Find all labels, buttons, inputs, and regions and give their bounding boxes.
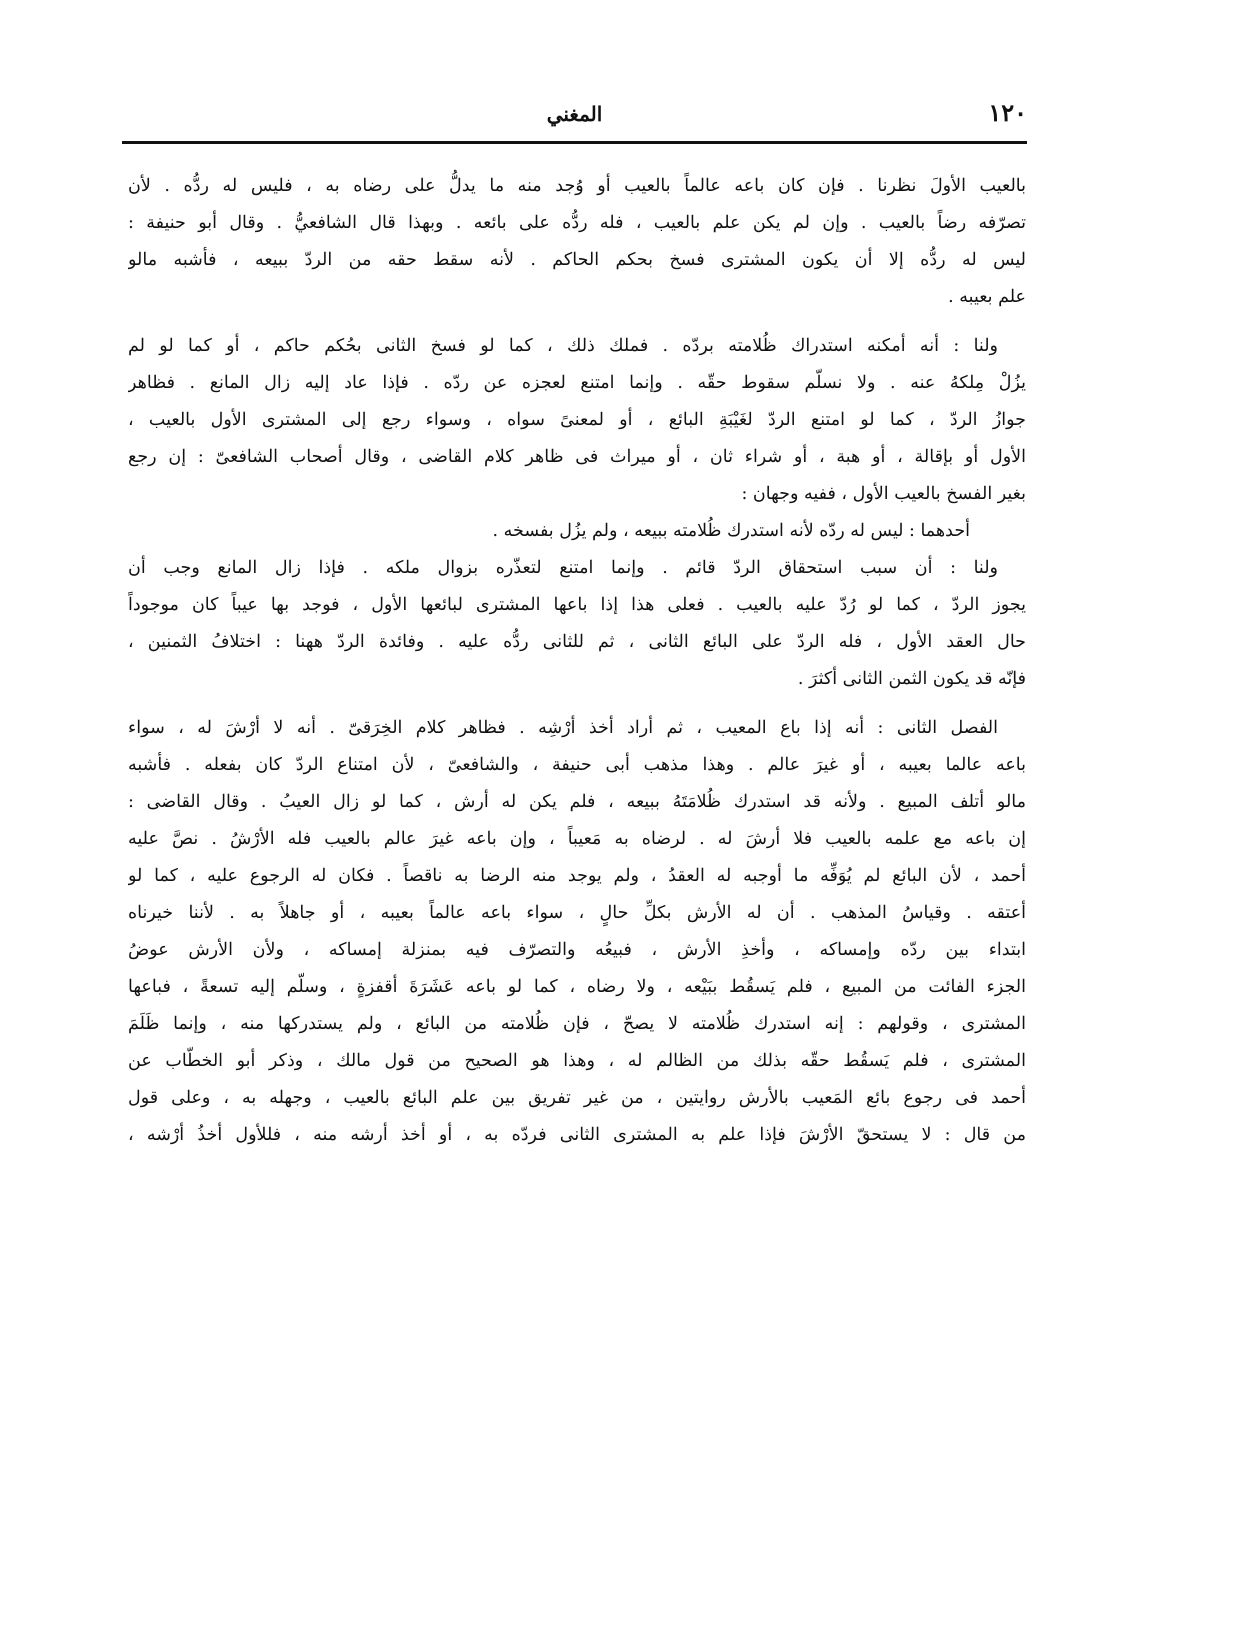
text-line: بغير الفسخ بالعيب الأول ، ففيه وجهان : <box>741 484 1026 504</box>
text-line: فإنّه قد يكون الثمن الثانى أكثرَ . <box>797 669 1026 689</box>
page-header <box>122 98 1027 142</box>
paragraph-gap <box>128 698 1026 710</box>
paragraph-2 <box>128 328 1026 513</box>
text-line: باعه عالما بعيبه ، أو غيرَ عالم . وهذا مذهب أبى حنيفة ، والشافعىّ ، لأن امتناع الردّ كان بفعله . فأشبه <box>128 755 1026 775</box>
paragraph-5 <box>128 710 1026 1154</box>
text-line: أحمد فى رجوع بائع المَعيب بالأرش روايتين ، من غير تفريق بين علم البائع بالعيب ، وجهله به ، وعلى قول <box>128 1088 1026 1108</box>
text-line: الفصل الثانى : أنه إذا باع المعيب ، ثم أراد أخذ أرْشِه . فظاهر كلام الخِرَقىّ . أنه لا أرْشَ له ، سواء <box>128 718 998 738</box>
text-line: المشترى ، فلم يَسقُط حقّه بذلك من الظالم له ، وهذا هو الصحيح من قول مالك ، وذكر أبو الخطّاب عن <box>128 1051 1026 1071</box>
text-line: يزُلْ مِلكهُ عنه . ولا نسلّم سقوط حقّه . وإنما امتنع لعجزه عن ردّه . فإذا عاد إليه زال المانع . فظاهر <box>128 373 1026 393</box>
text-line: جوازُ الردّ ، كما لو امتنع الردّ لغَيْبَةِ البائع ، أو لمعنىً سواه ، وسواء رجع إلى المشترى الأول بالعيب ، <box>128 410 1026 430</box>
text-line: أحمد ، لأن البائع لم يُوَفِّه ما أوجبه له العقدُ ، ولم يوجد منه الرضا به ناقصاً . فكان له الرجوع عليه ، كما لو <box>128 866 1026 886</box>
text-line: حال العقد الأول ، فله الردّ على البائع الثانى ، ثم للثانى ردُّه عليه . وفائدة الردّ ههنا : اختلافُ الثمنين ، <box>128 632 1026 652</box>
text-line: أعتقه . وقياسُ المذهب . أن له الأرش بكلِّ حالٍ ، سواء باعه عالماً بعيبه ، أو جاهلاً به . لأننا خيرناه <box>128 903 1026 923</box>
text-line: يجوز الردّ ، كما لو رُدّ عليه بالعيب . فعلى هذا إذا باعها المشترى لبائعها الأول ، فوجد بها عيباً كان موجوداً <box>128 595 1026 615</box>
header-rule <box>122 141 1027 144</box>
text-line: ولنا : أن سبب استحقاق الردّ قائم . وإنما امتنع لتعذّره بزوال ملكه . فإذا زال المانع وجب أن <box>128 558 998 578</box>
page-number: ١٢٠ <box>988 98 1027 127</box>
text-line: بالعيب الأولَ نظرنا . فإن كان باعه عالماً بالعيب أو وُجد منه ما يدلُّ على رضاه به ، فليس له ردُّه . لأن <box>128 176 1026 196</box>
running-title: المغني <box>546 102 603 126</box>
text-line: ليس له ردُّه إلا أن يكون المشترى فسخ بحكم الحاكم . لأنه سقط حقه من الردّ ببيعه ، فأشبه مالو <box>128 250 1026 270</box>
text-line: مالو أتلف المبيع . ولأنه قد استدرك ظُلامَتَهُ ببيعه ، فلم يكن له أرش ، كما لو زال العيبُ . وقال القاضى : <box>128 792 1026 812</box>
text-line: علم بعيبه . <box>948 287 1026 307</box>
paragraph-3 <box>128 513 1026 550</box>
paragraph-1 <box>128 168 1026 316</box>
text-line: إن باعه مع علمه بالعيب فلا أرشَ له . لرضاه به مَعيباً ، وإن باعه غيرَ عالم بالعيب فله الأرْشُ . نصَّ عليه <box>128 829 1026 849</box>
text-line: أحدهما : ليس له ردّه لأنه استدرك ظُلامته ببيعه ، ولم يزُل بفسخه . <box>492 521 970 541</box>
text-line: المشترى ، وقولهم : إنه استدرك ظُلامته لا يصحّ ، فإن ظُلامته من البائع ، ولم يستدركها منه ، وإنما ظَلَمَ <box>128 1014 1026 1034</box>
text-line: الجزء الفائت من المبيع ، فلم يَسقُط ببَيْعه ، ولا رضاه ، كما لو باعه عَشَرَةَ أقفزةٍ ، وسلّم إليه تسعةً ، فباعها <box>128 977 1026 997</box>
text-line: الأول أو بإقالة ، أو هبة ، أو شراء ثان ، أو ميراث فى ظاهر كلام القاضى ، وقال أصحاب الشافعىّ : إن رجع <box>128 447 1026 467</box>
paragraph-gap <box>128 316 1026 328</box>
body-text <box>128 168 1026 1154</box>
text-line: ولنا : أنه أمكنه استدراك ظُلامته بردّه . فملك ذلك ، كما لو فسخ الثانى بحُكم حاكم ، أو كما لو لم <box>128 336 998 356</box>
text-line: تصرّفه رضاً بالعيب . وإن لم يكن علم بالعيب ، فله ردُّه على بائعه . وبهذا قال الشافعيُّ . وقال أبو حنيفة : <box>128 213 1026 233</box>
paragraph-4 <box>128 550 1026 698</box>
text-line: من قال : لا يستحقّ الأرْشَ فإذا علم به المشترى الثانى فردّه به ، أو أخذ أرشه منه ، فللأول أخذُ أرْشه ، <box>128 1125 1026 1145</box>
text-line: ابتداء بين ردّه وإمساكه ، وأخذِ الأرش ، فبيعُه والتصرّف فيه بمنزلة إمساكه ، ولأن الأرش عوضُ <box>128 940 1026 960</box>
